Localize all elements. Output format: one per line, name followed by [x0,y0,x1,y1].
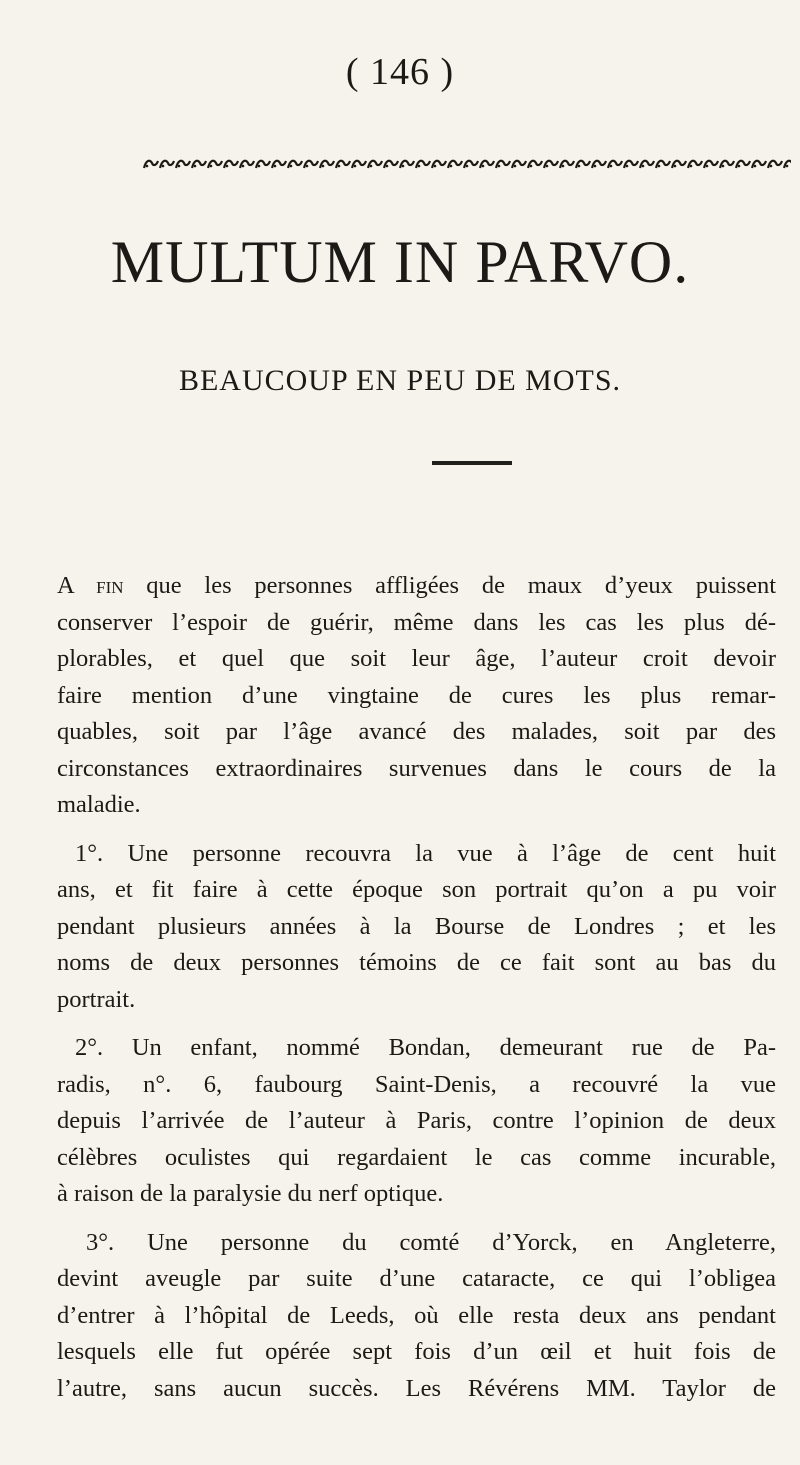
text-line [57,568,776,605]
paragraph-2 [57,1030,776,1213]
main-title: MULTUM IN PARVO. [110,229,690,295]
text-line: faire mention d’une vingtaine de cures les plus remar- [57,681,776,709]
text-line: 1°. Une personne recouvra la vue à l’âge de cent huit [75,839,776,867]
subtitle: BEAUCOUP EN PEU DE MOTS. [178,364,622,397]
drop-lead: A fin [57,572,124,599]
text-line: ans, et fit faire à cette époque son portrait qu’on a pu voir [57,876,776,903]
text-line: 3°. Une personne du comté d’Yorck, en Angleterre, [86,1228,776,1256]
text-line: depuis l’arrivée de l’auteur à Paris, contre l’opinion de deux [57,1107,776,1134]
text-line: portrait. [57,985,136,1013]
text-line: d’entrer à l’hôpital de Leeds, où elle resta deux ans pendant [57,1301,776,1329]
paragraph-1 [57,836,776,1019]
text-line: l’autre, sans aucun succès. Les Révérens MM. Taylor de [57,1374,776,1402]
title-divider [432,461,512,465]
text-line: circonstances extraordinaires survenues dans le cours de la [57,754,776,782]
text-line: maladie. [57,791,141,818]
text-fragment: que les personnes affligées de maux d’yeux puissent [123,572,777,599]
body-text [57,568,776,1419]
text-line: conserver l’espoir de guérir, même dans les cas les plus dé- [57,608,776,636]
text-line: lesquels elle fut opérée sept fois d’un œil et huit fois de [57,1338,776,1365]
text-line: noms de deux personnes témoins de ce fait sont au bas du [57,949,776,976]
text-line: devint aveugle par suite d’une cataracte, ce qui l’obligea [57,1265,776,1292]
text-line: célèbres oculistes qui regardaient le cas comme incurable, [57,1143,776,1171]
ornament-rule [143,156,791,172]
text-line: à raison de la paralysie du nerf optique. [57,1180,444,1207]
text-line: pendant plusieurs années à la Bourse de Londres ; et les [57,912,776,940]
text-line: 2°. Un enfant, nommé Bondan, demeurant rue de Pa- [75,1034,776,1061]
ornament-border-icon [143,156,791,172]
text-line: quables, soit par l’âge avancé des malades, soit par des [57,718,776,745]
paragraph-3 [57,1225,776,1408]
intro-paragraph [57,568,776,824]
text-line: plorables, et quel que soit leur âge, l’auteur croit devoir [57,645,776,672]
page-number: ( 146 ) [345,51,455,93]
text-line: radis, n°. 6, faubourg Saint-Denis, a recouvré la vue [57,1070,776,1098]
